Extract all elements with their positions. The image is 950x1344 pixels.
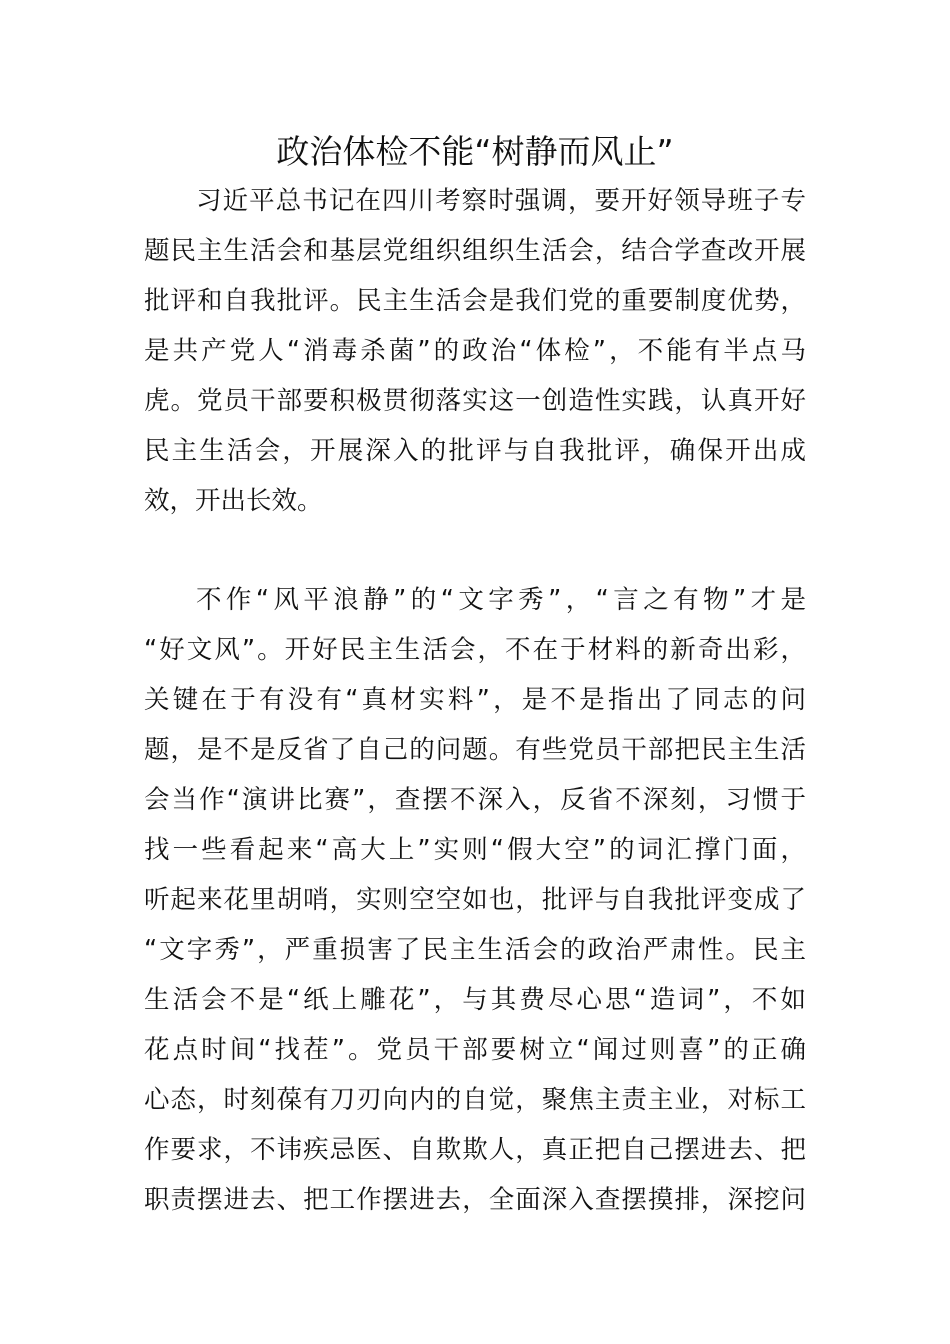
paragraph-line: 批评和自我批评。民主生活会是我们党的重要制度优势， (144, 286, 806, 316)
document-title: 政治体检不能“树静而风止” (276, 132, 674, 171)
paragraph-line: 效，开出长效。 (144, 486, 323, 516)
paragraph-line: 是共产党人“消毒杀菌”的政治“体检”，不能有半点马 (144, 336, 806, 366)
paragraph-line: 会当作“演讲比赛”，查摆不深入，反省不深刻，习惯于 (144, 785, 806, 815)
paragraph-line: 心态，时刻葆有刀刃向内的自觉，聚焦主责主业，对标工 (144, 1085, 806, 1115)
paragraph-line: 题民主生活会和基层党组织组织生活会，结合学查改开展 (144, 236, 806, 266)
paragraph-line: 听起来花里胡哨，实则空空如也，批评与自我批评变成了 (144, 885, 806, 915)
paragraph-line: 习近平总书记在四川考察时强调，要开好领导班子专 (196, 186, 806, 216)
paragraph-line: 生活会不是“纸上雕花”，与其费尽心思“造词”，不如 (144, 985, 806, 1015)
paragraph-1 (144, 176, 806, 526)
paragraph-2 (144, 575, 806, 1225)
paragraph-line: 作要求，不讳疾忌医、自欺欺人，真正把自己摆进去、把 (144, 1135, 806, 1165)
paragraph-line: 关键在于有没有“真材实料”，是不是指出了同志的问 (144, 685, 806, 715)
paragraph-line: 职责摆进去、把工作摆进去，全面深入查摆摸排，深挖问 (144, 1185, 806, 1215)
paragraph-line: “好文风”。开好民主生活会，不在于材料的新奇出彩， (144, 635, 806, 665)
paragraph-line: 不作“风平浪静”的“文字秀”，“言之有物”才是 (196, 585, 806, 615)
paragraph-line: “文字秀”，严重损害了民主生活会的政治严肃性。民主 (144, 935, 806, 965)
paragraph-line: 花点时间“找茬”。党员干部要树立“闻过则喜”的正确 (144, 1035, 806, 1065)
paragraph-line: 虎。党员干部要积极贯彻落实这一创造性实践，认真开好 (144, 386, 806, 416)
paragraph-line: 民主生活会，开展深入的批评与自我批评，确保开出成 (144, 436, 806, 466)
paragraph-line: 题，是不是反省了自己的问题。有些党员干部把民主生活 (144, 735, 806, 765)
paragraph-line: 找一些看起来“高大上”实则“假大空”的词汇撑门面， (144, 835, 806, 865)
